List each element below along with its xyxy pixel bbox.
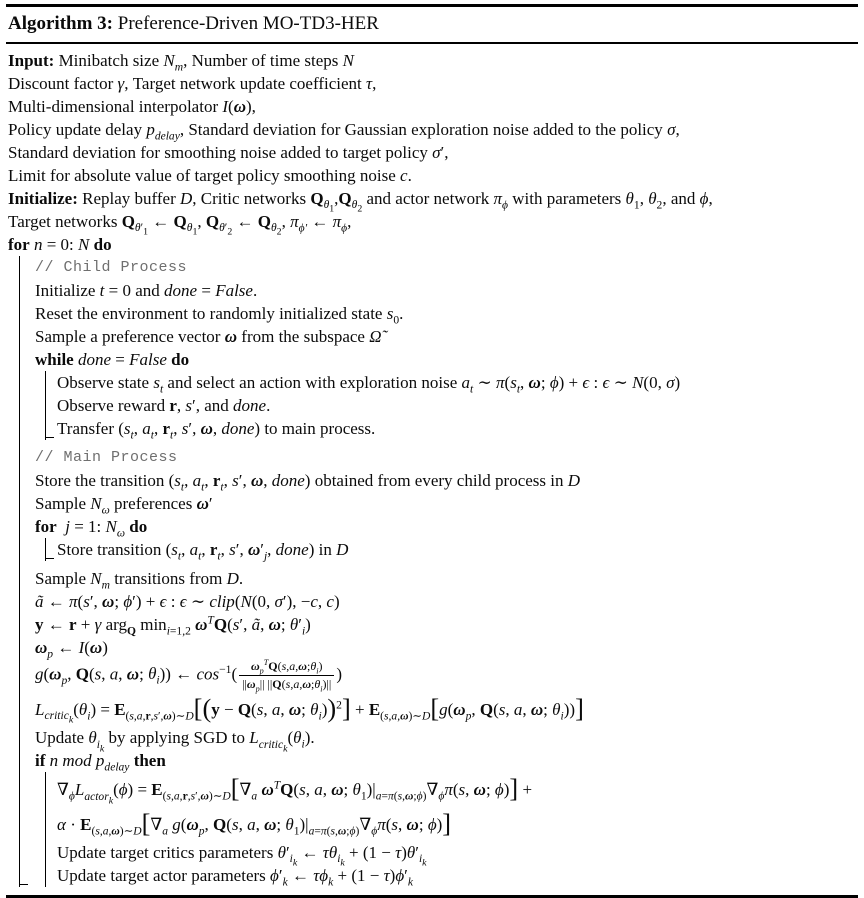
line-alignment-function: $g(\omega_p$, Q(s, a, ω; $\theta_i$)) ← $\cos^{-1}$( $\frac{\omega_p^TQ(s,a,\omega;\theta_i)}{||\omega_p|| ||Q(s,a,\omega;\theta_i)||}$ ) (35, 658, 343, 694)
line-critic-loss: $L_{critic_k}(\theta_i) = E_{(s,a,r,s',\omega)\sim D}[(y - Q(s$, a, ω; $\theta_i))^2] + E_{(s,a,\omega)\sim D}[g(\omega_p$, Q(s, a, ω; $\theta_i$))] (35, 694, 584, 726)
line-initialize: Initialize: Replay buffer D, Critic networks $Q_{\theta_1},Q_{\theta_2}$ and actor network $\pi_\phi$ with parameters $\theta_1$, $\theta_2$, and ϕ, (8, 189, 713, 215)
comment-child-process: // Child Process (35, 259, 188, 276)
while-block (45, 371, 858, 440)
line-sample-preference: Sample a preference vector ω from the subspace Ω̃ (35, 327, 382, 346)
line-policy-delay: Policy update delay $p_{delay}$, Standard deviation for Gaussian exploration noise added to the policy σ, (8, 120, 680, 143)
line-project-preference: $\omega_p$ ← I(ω) (35, 638, 108, 661)
line-reset-env: Reset the environment to randomly initialized state $s_0$. (35, 304, 404, 327)
line-store-transition: Store the transition ($s_t$, $a_t$, $r_t$, s′, ω, done) obtained from every child process in D (35, 471, 581, 494)
line-sample-preferences: Sample $N_\omega$ preferences ω′ (35, 494, 213, 517)
line-update-target-actor: Update target actor parameters $\phi'_k$ ← $\tau\phi_k + (1 - \tau)\phi'_k$ (57, 866, 414, 889)
line-init-t: Initialize t = 0 and done = False. (35, 281, 258, 300)
line-for-j: for j = 1: $N_\omega$ do (35, 517, 148, 540)
line-actor-gradient-2: $\alpha \cdot E_{(s,a,\omega)\sim D}[\nabla_a$ $g(\omega_p$, Q(s, a, ω; $\theta_1)|_{a=\pi(s,\omega;\phi)}\nabla_\phi\pi(s$, ω; ϕ)] (57, 808, 452, 838)
algorithm-number-label: Algorithm 3: (8, 13, 114, 34)
line-update-critic: Update $\theta_{i_k}$ by applying SGD to $L_{critic_k}(\theta_i)$. (35, 728, 315, 755)
line-noise-limit: Limit for absolute value of target policy smoothing noise c. (8, 166, 412, 185)
line-if-delay: if n mod $p_{delay}$ then (35, 751, 166, 774)
line-target-action: ã ← π(s′, ω; ϕ′) + ϵ : ϵ ∼ clip(N(0, σ′), −c, c) (35, 592, 340, 611)
for-j-block (45, 538, 858, 561)
line-sample-batch: Sample $N_m$ transitions from D. (35, 569, 244, 592)
line-smoothing-noise: Standard deviation for smoothing noise added to target policy σ′, (8, 143, 449, 162)
line-update-target-critics: Update target critics parameters $\theta'_{i_k}$ ← $\tau\theta_{i_k} + (1 - \tau)\theta'_{i_k}$ (57, 843, 427, 869)
line-observe-state: Observe state $s_t$ and select an action with exploration noise $a_t$ ∼ $\pi(s_t$, ω; ϕ) + ϵ : ϵ ∼ N(0, σ) (57, 373, 681, 396)
line-observe-reward: Observe reward r, s′, and done. (57, 396, 271, 415)
algorithm-body (6, 44, 858, 895)
algorithm-title (6, 7, 858, 42)
comment-main-process: // Main Process (35, 449, 178, 466)
algorithm-name: Preference-Driven MO-TD3-HER (113, 13, 379, 34)
for-n-block (19, 256, 858, 887)
line-target-networks: Target networks $Q_{\theta'_1}$ ← $Q_{\theta_1}$, $Q_{\theta'_2}$ ← $Q_{\theta_2}$, $\pi_{\phi'}$ ← $\pi_\phi$, (8, 212, 352, 238)
line-transfer: Transfer ($s_t$, $a_t$, $r_t$, s′, ω, done) to main process. (57, 419, 376, 442)
line-store-transition-j: Store transition ($s_t$, $a_t$, $r_t$, s′, $\omega'_j$, done) in D (57, 540, 349, 563)
line-interpolator: Multi-dimensional interpolator I(ω), (8, 97, 256, 116)
line-td-target: y ← r + γ arg$_Q$ $\min_{i=1,2} \omega^TQ(s'$, ã, ω; $\theta'_i$) (35, 613, 311, 638)
if-block (45, 772, 858, 887)
line-for-n: for n = 0: N do (8, 235, 112, 254)
line-discount-factor: Discount factor γ, Target network update coefficient τ, (8, 74, 377, 93)
line-actor-gradient: $\nabla_\phi L_{actor_k}(\phi) = E_{(s,a,r,s',\omega)\sim D}[\nabla_a$ $\omega^TQ(s$, a, ω; $\theta_1)|_{a=\pi(s,\omega;\phi)}\nabla_\phi\pi(s$, ω; ϕ)] + (57, 774, 533, 806)
line-while: while done = False do (35, 350, 190, 369)
line-input: Input: Minibatch size $N_m$, Number of time steps N (8, 51, 354, 74)
